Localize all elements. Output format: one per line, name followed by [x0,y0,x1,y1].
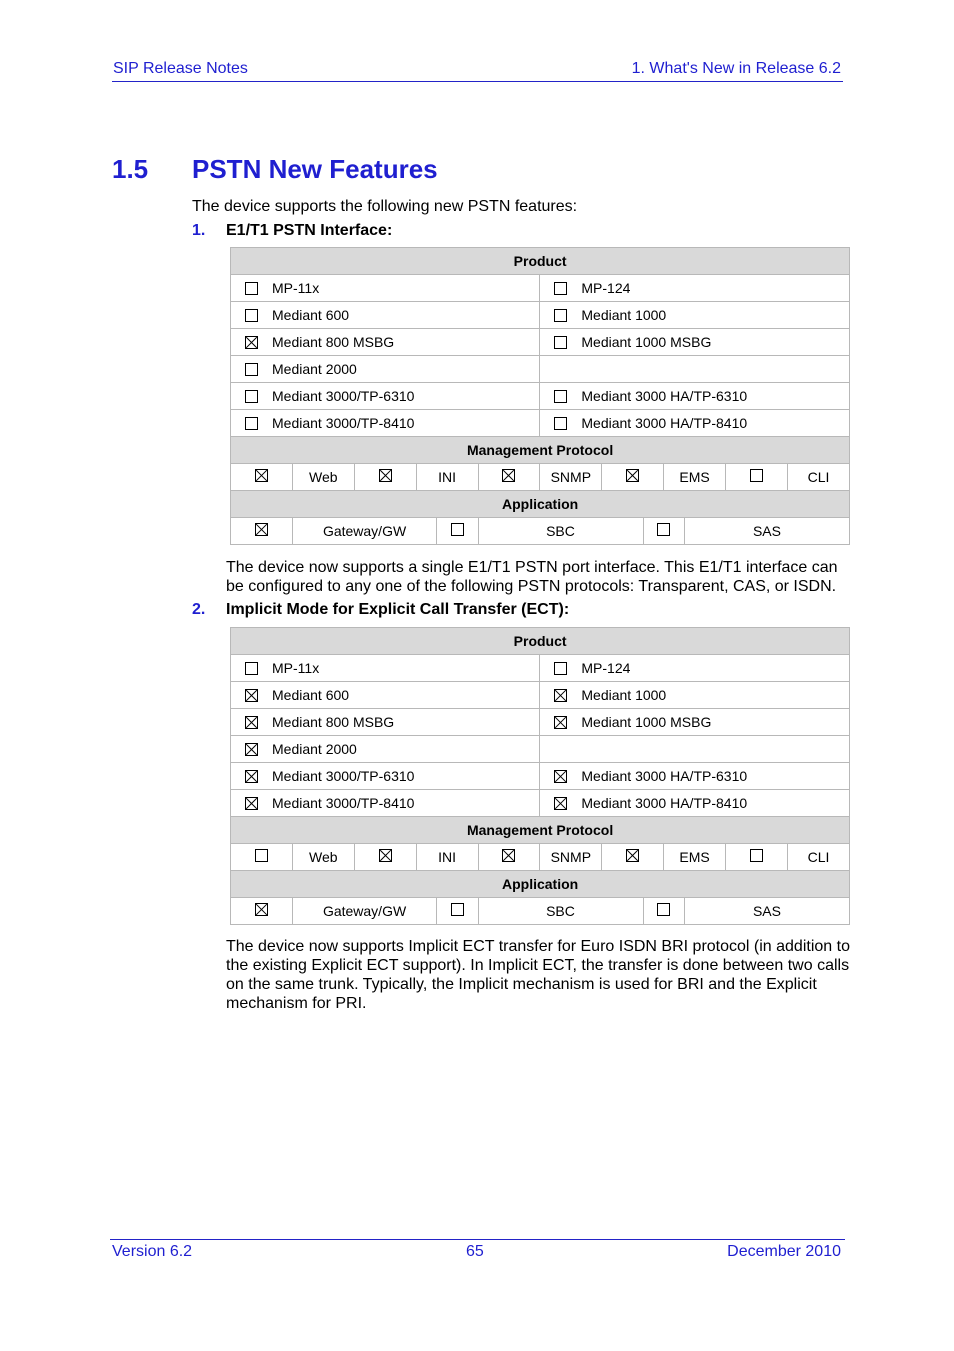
product-label: Mediant 3000 HA/TP-6310 [581,388,748,404]
management-label: INI [416,844,478,871]
checked-checkbox-icon[interactable] [245,716,258,729]
management-checkbox-cell [231,464,293,491]
table-row [231,736,850,763]
management-label: CLI [787,844,849,871]
checked-checkbox-icon[interactable] [554,689,567,702]
product-label: MP-11x [272,660,320,676]
empty-cell [540,736,850,763]
checked-checkbox-icon[interactable] [379,849,392,862]
table-row [231,655,850,682]
product-label: Mediant 1000 MSBG [581,334,712,350]
management-checkbox-cell [726,464,788,491]
section-heading [112,154,438,185]
header-doc-title: SIP Release Notes [113,60,248,77]
product-cell [231,736,540,763]
checked-checkbox-icon[interactable] [502,469,515,482]
feature-title: E1/T1 PSTN Interface: [226,222,393,239]
product-cell [231,790,540,817]
product-cell [540,329,850,356]
management-label: INI [416,464,478,491]
product-label: MP-124 [581,280,631,296]
product-cell [231,709,540,736]
application-checkbox-cell [437,518,478,545]
table-row [231,302,850,329]
product-cell [231,655,540,682]
management-label: EMS [664,844,726,871]
management-checkbox-cell [231,844,293,871]
checked-checkbox-icon[interactable] [379,469,392,482]
product-cell [231,329,540,356]
application-checkbox-cell [231,898,293,925]
product-label: Mediant 3000 HA/TP-8410 [581,795,748,811]
checked-checkbox-icon[interactable] [245,336,258,349]
product-cell [540,275,850,302]
application-header: Application [231,491,850,518]
management-header: Management Protocol [231,817,850,844]
application-checkbox-cell [643,898,684,925]
checked-checkbox-icon[interactable] [255,523,268,536]
product-label: Mediant 800 MSBG [272,714,395,730]
management-checkbox-cell [354,464,416,491]
management-checkbox-cell [478,844,540,871]
page-header [112,60,843,82]
unchecked-checkbox-icon[interactable] [657,523,670,536]
table-row [231,383,850,410]
table-row [231,682,850,709]
product-label: Mediant 2000 [272,741,357,757]
unchecked-checkbox-icon[interactable] [245,282,258,295]
unchecked-checkbox-icon[interactable] [554,336,567,349]
product-cell [231,275,540,302]
application-header: Application [231,871,850,898]
product-label: Mediant 3000 HA/TP-8410 [581,415,748,431]
header-chapter-title: 1. What's New in Release 6.2 [631,60,841,77]
feature-description-1: The device now supports a single E1/T1 PSTN port interface. This E1/T1 interface can be configured to any one of the following PSTN protocols: Transparent, CAS, or ISDN. [226,559,838,595]
checked-checkbox-icon[interactable] [554,770,567,783]
product-label: MP-124 [581,660,631,676]
product-cell [540,410,850,437]
checked-checkbox-icon[interactable] [554,716,567,729]
checked-checkbox-icon[interactable] [502,849,515,862]
product-cell [540,709,850,736]
product-header: Product [231,248,850,275]
empty-cell [540,356,850,383]
feature-heading-2 [192,601,569,619]
product-label: Mediant 1000 [581,687,667,703]
table-row [231,898,850,925]
feature-title: Implicit Mode for Explicit Call Transfer (ECT): [226,601,570,618]
application-label: Gateway/GW [292,518,436,545]
table-row [231,790,850,817]
product-cell [231,302,540,329]
unchecked-checkbox-icon[interactable] [245,309,258,322]
application-checkbox-cell [231,518,293,545]
application-label: SBC [478,518,643,545]
management-checkbox-cell [602,464,664,491]
application-label: SAS [684,518,849,545]
product-cell [540,682,850,709]
unchecked-checkbox-icon[interactable] [554,282,567,295]
table-row [231,410,850,437]
table-row [231,329,850,356]
management-checkbox-cell [478,464,540,491]
checked-checkbox-icon[interactable] [626,849,639,862]
table-row [231,709,850,736]
table-row [231,518,850,545]
product-label: Mediant 3000 HA/TP-6310 [581,768,748,784]
section-number: 1.5 [112,154,149,184]
checked-checkbox-icon[interactable] [245,689,258,702]
management-label: Web [292,844,354,871]
management-label: SNMP [540,844,602,871]
checked-checkbox-icon[interactable] [245,770,258,783]
footer-page-number: 65 [466,1243,484,1260]
unchecked-checkbox-icon[interactable] [554,309,567,322]
footer-date: December 2010 [727,1243,841,1260]
product-label: Mediant 3000/TP-8410 [272,415,415,431]
product-cell [231,356,540,383]
unchecked-checkbox-icon[interactable] [255,849,268,862]
product-label: MP-11x [272,280,320,296]
table-row [231,844,850,871]
product-label: Mediant 1000 MSBG [581,714,712,730]
checked-checkbox-icon[interactable] [245,797,258,810]
product-cell [231,410,540,437]
product-label: Mediant 600 [272,307,350,323]
unchecked-checkbox-icon[interactable] [750,849,763,862]
intro-paragraph: The device supports the following new PSTN features: [192,198,578,215]
unchecked-checkbox-icon[interactable] [554,390,567,403]
unchecked-checkbox-icon[interactable] [245,363,258,376]
product-label: Mediant 800 MSBG [272,334,395,350]
product-cell [540,302,850,329]
unchecked-checkbox-icon[interactable] [245,417,258,430]
management-checkbox-cell [602,844,664,871]
application-label: SAS [684,898,849,925]
product-header: Product [231,628,850,655]
section-title: PSTN New Features [192,154,438,184]
product-cell [540,383,850,410]
checked-checkbox-icon[interactable] [255,469,268,482]
product-cell [231,682,540,709]
product-label: Mediant 3000/TP-8410 [272,795,415,811]
checked-checkbox-icon[interactable] [245,743,258,756]
unchecked-checkbox-icon[interactable] [554,662,567,675]
unchecked-checkbox-icon[interactable] [554,417,567,430]
product-label: Mediant 1000 [581,307,667,323]
management-checkbox-cell [726,844,788,871]
feature-table-1 [230,247,850,545]
product-label: Mediant 3000/TP-6310 [272,388,415,404]
management-label: CLI [787,464,849,491]
checked-checkbox-icon[interactable] [255,903,268,916]
footer-version: Version 6.2 [112,1243,193,1260]
checked-checkbox-icon[interactable] [554,797,567,810]
product-cell [540,655,850,682]
page-footer [110,1239,845,1264]
table-row [231,356,850,383]
unchecked-checkbox-icon[interactable] [750,469,763,482]
management-label: EMS [664,464,726,491]
table-row [231,763,850,790]
application-checkbox-cell [437,898,478,925]
feature-description-2: The device now supports Implicit ECT transfer for Euro ISDN BRI protocol (in addition to the existing Explicit ECT support). In Implicit ECT, the transfer is done between two calls on the same trunk. Typically, the Implicit mechanism is used for BRI and the Explicit mechanism for PRI. [226,938,850,1012]
management-label: SNMP [540,464,602,491]
product-label: Mediant 3000/TP-6310 [272,768,415,784]
product-label: Mediant 600 [272,687,350,703]
product-label: Mediant 2000 [272,361,357,377]
application-checkbox-cell [643,518,684,545]
unchecked-checkbox-icon[interactable] [245,390,258,403]
application-label: Gateway/GW [292,898,436,925]
feature-heading-1 [192,222,392,240]
product-cell [231,763,540,790]
table-row [231,275,850,302]
unchecked-checkbox-icon[interactable] [245,662,258,675]
management-label: Web [292,464,354,491]
product-cell [540,763,850,790]
unchecked-checkbox-icon[interactable] [451,523,464,536]
management-checkbox-cell [354,844,416,871]
unchecked-checkbox-icon[interactable] [657,903,670,916]
application-label: SBC [478,898,643,925]
management-header: Management Protocol [231,437,850,464]
checked-checkbox-icon[interactable] [626,469,639,482]
feature-number: 1. [192,222,206,239]
feature-number: 2. [192,601,206,618]
table-row [231,464,850,491]
product-cell [231,383,540,410]
unchecked-checkbox-icon[interactable] [451,903,464,916]
feature-table-2 [230,627,850,925]
product-cell [540,790,850,817]
